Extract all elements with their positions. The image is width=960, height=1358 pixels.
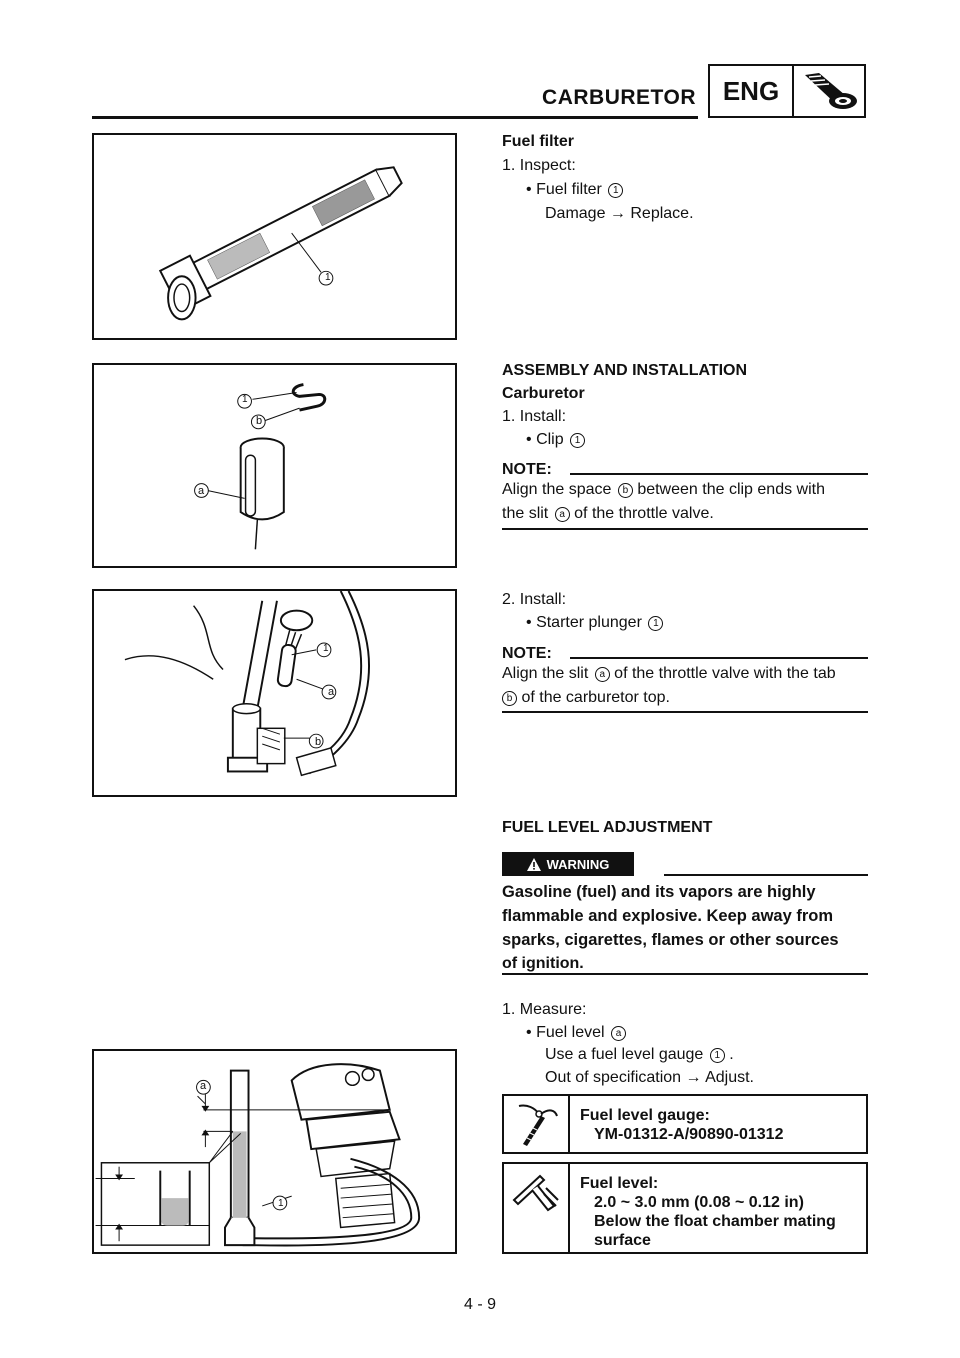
fuel-level-heading: FUEL LEVEL ADJUSTMENT bbox=[502, 819, 713, 836]
figure-label-b: b bbox=[315, 736, 322, 748]
note-text: the slit bbox=[502, 505, 549, 522]
engine-icon bbox=[794, 66, 864, 116]
warning-line-2: flammable and explosive. Keep away from bbox=[502, 907, 834, 925]
fuel-level-text: Fuel level bbox=[536, 1024, 605, 1041]
fuel-filter-figure bbox=[92, 133, 457, 340]
specification-note: Below the float chamber mating bbox=[594, 1213, 836, 1230]
special-tool-label: Fuel level gauge: bbox=[580, 1107, 710, 1124]
figure-label-1: 1 bbox=[325, 272, 331, 283]
special-tool-box bbox=[502, 1094, 868, 1154]
specification-note: surface bbox=[594, 1232, 651, 1249]
note-1-line-2 bbox=[502, 504, 714, 524]
fuel-level-gauge-line bbox=[545, 1045, 734, 1065]
starter-plunger-figure bbox=[92, 589, 457, 797]
special-tool-icon bbox=[504, 1096, 570, 1152]
warning-line-4: of ignition. bbox=[502, 955, 584, 972]
ref-marker: a bbox=[611, 1026, 626, 1041]
special-tool-part-number: YM-01312-A/90890-01312 bbox=[594, 1126, 784, 1143]
bullet-dot: • bbox=[526, 431, 532, 448]
special-tool-text bbox=[570, 1096, 793, 1152]
fuel-level-bullet bbox=[526, 1023, 626, 1043]
assembly-step-1: 1. Install: bbox=[502, 408, 567, 425]
section-title: CARBURETOR bbox=[542, 86, 696, 109]
measure-step: 1. Measure: bbox=[502, 1001, 587, 1018]
note-end-rule bbox=[502, 711, 868, 713]
specification-text bbox=[570, 1164, 846, 1252]
ref-marker: 1 bbox=[710, 1048, 725, 1063]
out-of-spec-line: Out of specification → Adjust. bbox=[545, 1069, 754, 1086]
note-text: of the throttle valve with the tab bbox=[614, 665, 836, 682]
warning-line-1: Gasoline (fuel) and its vapors are highly bbox=[502, 883, 816, 901]
clip-text: Clip bbox=[536, 431, 564, 448]
figure-label-a: a bbox=[200, 1080, 207, 1092]
ref-marker: 1 bbox=[570, 433, 585, 448]
fuel-filter-bullet-text: Fuel filter bbox=[536, 181, 602, 198]
ref-marker: 1 bbox=[608, 183, 623, 198]
ref-marker: 1 bbox=[648, 616, 663, 631]
clip-figure bbox=[92, 363, 457, 568]
bullet-dot: • bbox=[526, 181, 532, 198]
note-rule bbox=[570, 657, 868, 659]
specification-value: 2.0 ~ 3.0 mm (0.08 ~ 0.12 in) bbox=[594, 1194, 804, 1211]
figure-label-1: 1 bbox=[323, 643, 329, 654]
note-end-rule bbox=[502, 528, 868, 530]
note-1-line-1 bbox=[502, 480, 825, 500]
warning-badge bbox=[502, 852, 634, 876]
ref-marker: a bbox=[555, 507, 570, 522]
note-text: between the clip ends with bbox=[637, 481, 825, 498]
fuel-filter-step: 1. Inspect: bbox=[502, 157, 576, 174]
ref-marker: b bbox=[502, 691, 517, 706]
note-label: NOTE: bbox=[502, 645, 552, 662]
warning-line-3: sparks, cigarettes, flames or other sources bbox=[502, 931, 839, 949]
figure-label-a: a bbox=[198, 485, 205, 497]
bullet-dot: • bbox=[526, 1024, 532, 1041]
figure-label-1: 1 bbox=[278, 1198, 284, 1209]
instruction-period: . bbox=[729, 1046, 734, 1063]
specification-box bbox=[502, 1162, 868, 1254]
note-text: Align the space bbox=[502, 481, 612, 498]
warning-label: WARNING bbox=[546, 856, 610, 872]
fuel-level-figure bbox=[92, 1049, 457, 1254]
bullet-dot: • bbox=[526, 614, 532, 631]
figure-label-b: b bbox=[256, 415, 263, 427]
assembly-step-2: 2. Install: bbox=[502, 591, 567, 608]
note-label: NOTE: bbox=[502, 461, 552, 478]
starter-plunger-text: Starter plunger bbox=[536, 614, 642, 631]
carburetor-subheading: Carburetor bbox=[502, 385, 585, 402]
assembly-heading: ASSEMBLY AND INSTALLATION bbox=[502, 362, 748, 379]
note-text: Align the slit bbox=[502, 665, 589, 682]
assembly-step-2-bullet bbox=[526, 613, 663, 633]
specification-label: Fuel level: bbox=[580, 1175, 659, 1192]
ref-marker: b bbox=[618, 483, 633, 498]
note-text: of the carburetor top. bbox=[521, 689, 670, 706]
warning-rule bbox=[664, 874, 868, 876]
note-rule bbox=[570, 473, 868, 475]
caliper-icon bbox=[504, 1164, 570, 1252]
fuel-filter-heading: Fuel filter bbox=[502, 133, 575, 150]
instruction-text: Use a fuel level gauge bbox=[545, 1046, 704, 1063]
note-2-line-2 bbox=[502, 688, 670, 708]
page-number: 4 - 9 bbox=[463, 1296, 496, 1313]
assembly-step-1-bullet bbox=[526, 430, 585, 450]
note-2-line-1 bbox=[502, 664, 836, 684]
fuel-filter-action: Damage → Replace. bbox=[545, 205, 694, 222]
warning-icon bbox=[527, 858, 541, 871]
section-badge bbox=[708, 64, 866, 118]
figure-label-1: 1 bbox=[242, 394, 248, 405]
warning-end-rule bbox=[502, 973, 868, 975]
header-rule bbox=[92, 116, 698, 119]
badge-label: ENG bbox=[710, 66, 794, 116]
fuel-filter-bullet bbox=[526, 180, 623, 200]
note-text: of the throttle valve. bbox=[574, 505, 714, 522]
figure-label-a: a bbox=[328, 686, 335, 698]
ref-marker: a bbox=[595, 667, 610, 682]
